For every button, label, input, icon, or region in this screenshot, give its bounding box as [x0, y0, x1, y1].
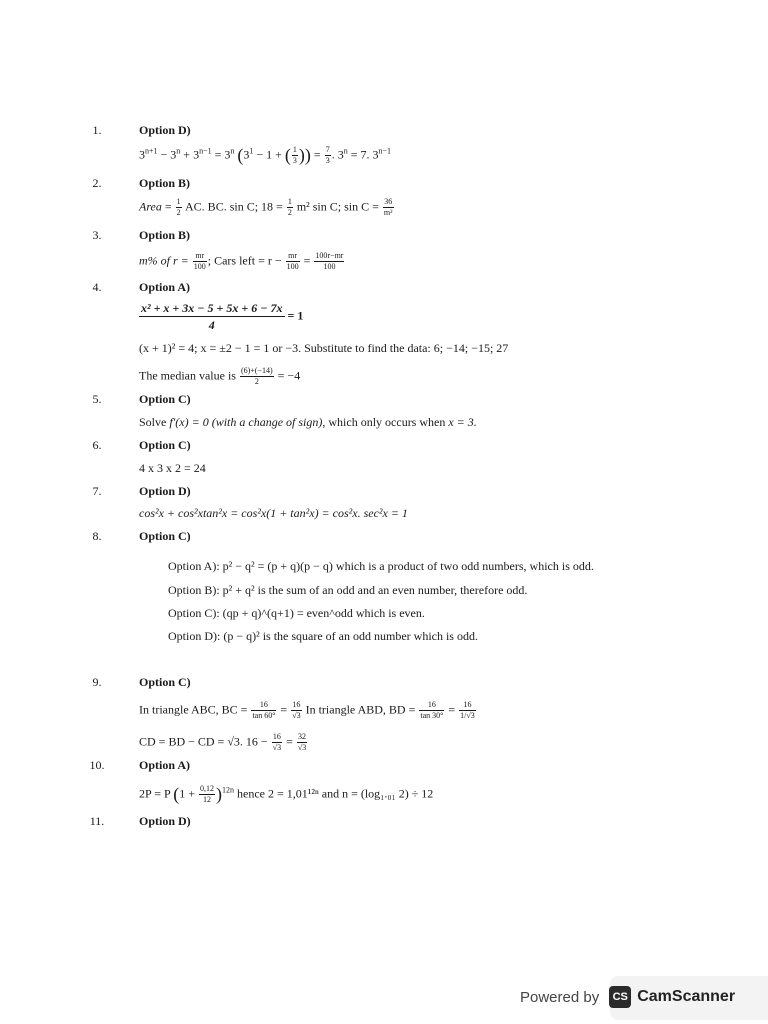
item-4-median: The median value is $\frac{(6)+(-14)}{2}$ = −4 [139, 366, 301, 386]
item-7-line: cos²x + cos²xtan²x = cos²x(1 + tan²x) = cos²x. sec²x = 1 [139, 506, 408, 520]
item-1-equation: $3^{n+1} - 3^n + 3^{n-1} = 3^n$ ($3^1 - 1$ + ( $\frac{1}{3}$ )) = $\frac{7}{3}$ . $3^n = 7$. $3^{n-1}$ [139, 145, 391, 165]
item-3-equation: m% of r = $\frac{mr}{100}$ ; Cars left = r − $\frac{mr}{100}$ = $\frac{100r-mr}{100}$ [139, 251, 344, 271]
item-8-sub-d: Option D): (p − q)² is the square of an odd number which is odd. [168, 629, 478, 643]
item-10-option: Option A) [139, 758, 191, 772]
item-5-number: 5. [92, 392, 102, 406]
camscanner-logo-icon: CS [609, 986, 631, 1008]
item-9-line1: In triangle ABC, BC = $\frac{16}{\tan 60^\circ}$ = $\frac{16}{√3}$ In triangle ABD, BD = $\frac{16}{\tan 30^\circ}$ = $\frac{16}{1/√3}$ [139, 700, 475, 720]
camscanner-watermark [520, 982, 768, 1012]
item-6-number: 6. [92, 438, 102, 452]
item-8-sub-a: Option A): p² − q² = (p + q)(p − q) which is a product of two odd numbers, which is odd. [168, 559, 594, 573]
item-6-option: Option C) [139, 438, 191, 452]
item-10-line: 2P = P (1 + $\frac{0,12}{12}$ )$^{12n}$ hence 2 = 1,01¹²ⁿ and n = (log₁.₀₁ 2) ÷ 12 [139, 784, 434, 804]
item-11-option: Option D) [139, 814, 191, 828]
item-3-number: 3. [92, 228, 102, 242]
item-10-number: 10. [89, 758, 105, 772]
item-8-option: Option C) [139, 529, 191, 543]
item-7-number: 7. [92, 484, 102, 498]
item-9-line2: CD = BD − CD = √3. 16 − $\frac{16}{√3}$ = $\frac{32}{√3}$ [139, 732, 307, 752]
item-3-option: Option B) [139, 228, 191, 242]
item-9-option: Option C) [139, 675, 191, 689]
camscanner-brand: CamScanner [637, 988, 736, 1005]
item-8-number: 8. [92, 529, 102, 543]
item-7-option: Option D) [139, 484, 191, 498]
area-label: Area [139, 199, 162, 214]
powered-by-label: Powered by [520, 988, 600, 1006]
item-1-number: 1. [92, 123, 102, 137]
item-4-line2: (x + 1)² = 4; x = ±2 − 1 = 1 or −3. Substitute to find the data: 6; −14; −15; 27 [139, 341, 509, 355]
item-5-option: Option C) [139, 392, 191, 406]
item-8-sub-b: Option B): p² + q² is the sum of an odd and an even number, therefore odd. [168, 583, 528, 597]
item-2-equation: Area = $\frac{1}{2}$ AC. BC. sin C; 18 = $\frac{1}{2}$ m² sin C; sin C = $\frac{36}{\text{m²}}$ [139, 197, 393, 217]
item-4-option: Option A) [139, 280, 191, 294]
item-1-option: Option D) [139, 123, 191, 137]
item-9-number: 9. [92, 675, 102, 689]
item-4-number: 4. [92, 280, 102, 294]
item-4-fraction: $\frac{\text{x² + x + 3x − 5 + 5x + 6 − 7x}}{4}$ = 1 [141, 301, 304, 332]
item-2-option: Option B) [139, 176, 191, 190]
item-11-number: 11. [89, 814, 105, 828]
item-6-line: 4 x 3 x 2 = 24 [139, 461, 206, 475]
item-8-sub-c: Option C): (qp + q)^(q+1) = even^odd which is even. [168, 606, 425, 620]
item-5-line: Solve f′(x) = 0 (with a change of sign), which only occurs when x = 3. [139, 415, 477, 429]
item-2-number: 2. [92, 176, 102, 190]
